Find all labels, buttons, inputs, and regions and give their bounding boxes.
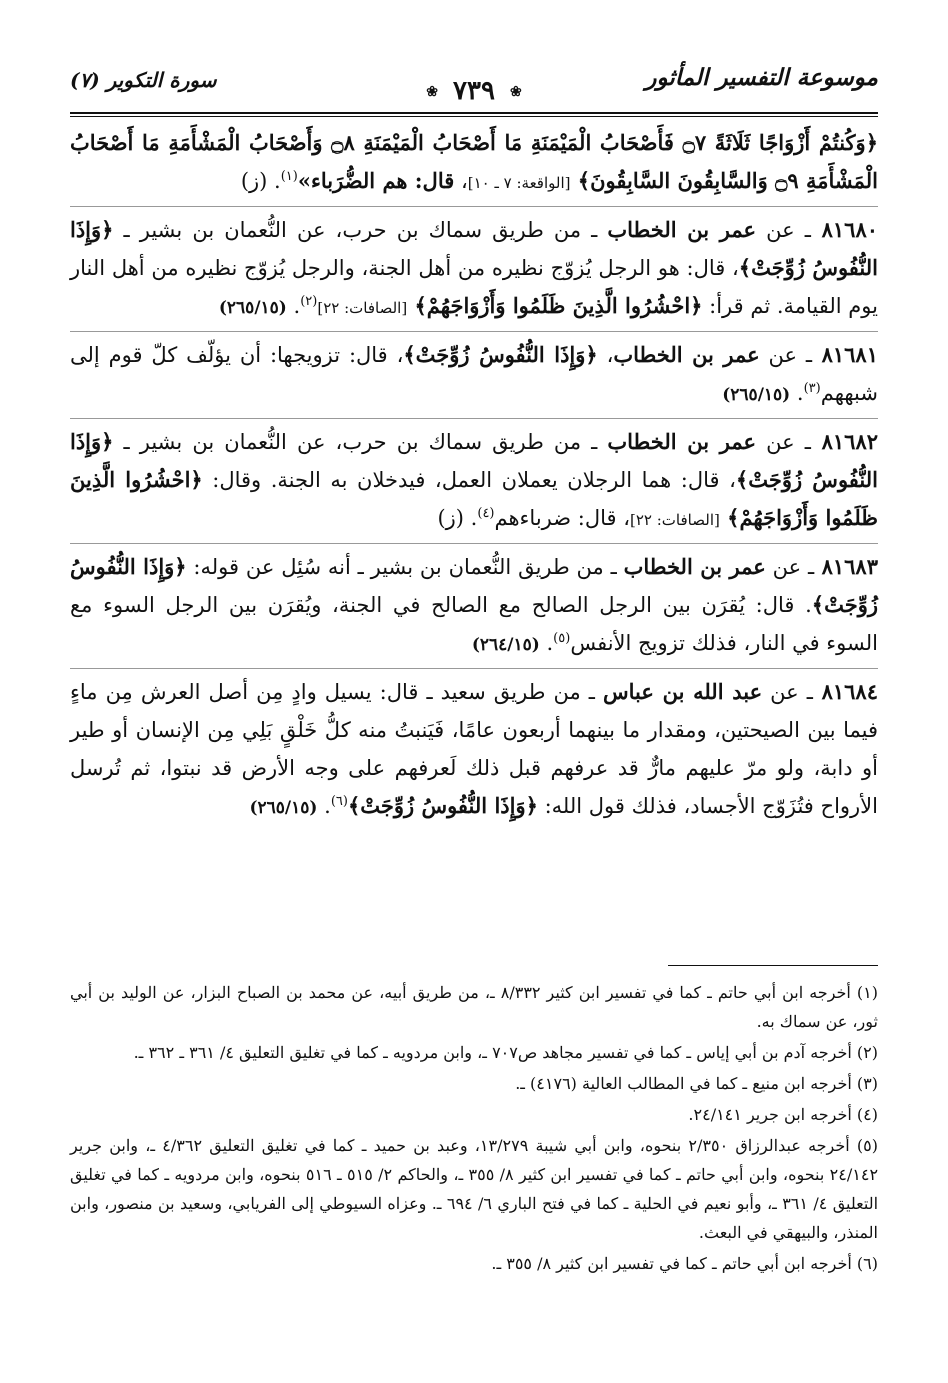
page-number-block bbox=[420, 76, 528, 106]
text-run: ـ من طريق سعيد ـ قال: يسيل وادٍ مِن أصل العرش مِن ماءٍ فيما بين الصيحتين، ومقدار ما بينهما أربعون عامًا، فَيَنبتُ منه كلُّ خَلْقٍ بَلِي مِن الإنسان أو طير أو دابة، ولو مرّ عليهم مارٌّ قد عرفهم قبل ذلك لَعرفهم على وجه الأرض قد نبتوا، ثم تُرسل الأرواح فتُزَوّج الأجساد، فذلك قول الله: bbox=[70, 680, 878, 818]
text-run: . bbox=[790, 381, 804, 405]
quran-verse: ﴿وَكُنتُمْ أَزْوَاجًا ثَلَاثَةً ۝٧ فَأَصْحَابُ الْمَيْمَنَةِ مَا أَصْحَابُ الْمَيْمَنَةِ ۝٨ وَأَصْحَابُ الْمَشْأَمَةِ مَا أَصْحَابُ الْمَشْأَمَةِ ۝٩ وَالسَّابِقُونَ السَّابِقُونَ﴾ bbox=[70, 130, 878, 193]
hadith-number: ٨١٦٨١ bbox=[812, 342, 878, 367]
verse-reference: [الصافات: ٢٢] bbox=[630, 511, 720, 529]
hadith-number: ٨١٦٨٣ bbox=[814, 554, 878, 579]
paragraph-divider bbox=[70, 331, 878, 332]
narrator-name: عمر بن الخطاب bbox=[623, 554, 766, 579]
page-number: ٧٣٩ bbox=[453, 76, 495, 106]
text-run: . قال: يُقرَن بين الرجل الصالح مع الصالح في الجنة، ويُقرَن بين الرجل السوء مع السوء في النار، فذلك تزويج الأنفس bbox=[70, 593, 878, 655]
hadith-number: ٨١٦٨٠ bbox=[810, 217, 879, 242]
verse-reference: [الواقعة: ٧ ـ ١٠] bbox=[467, 174, 571, 192]
paragraph-h81680 bbox=[70, 211, 878, 327]
volume-page-ref: (٢٦٤/١٥) bbox=[471, 635, 540, 655]
quran-verse: ﴿وَإِذَا النُّفُوسُ زُوِّجَتْ﴾ bbox=[347, 793, 538, 818]
text-run: . bbox=[286, 294, 301, 318]
text-run: ، قال: ضرباءهم bbox=[494, 506, 630, 530]
hadith-number: ٨١٦٨٢ bbox=[810, 429, 879, 454]
text-run: ـ عن bbox=[756, 218, 811, 242]
text-run: ـ من طريق النُّعمان بن بشير ـ أنه سُئِل عن قوله: bbox=[186, 555, 624, 579]
footnote-marker: (١) bbox=[280, 169, 298, 184]
footnote-marker: (٥) bbox=[553, 631, 571, 646]
volume-page-ref: (٢٦٥/١٥) bbox=[722, 385, 791, 405]
quran-verse: ﴿احْشُرُوا الَّذِينَ ظَلَمُوا وَأَزْوَاجَهُمْ﴾ bbox=[70, 467, 878, 530]
footnote: (٦) أخرجه ابن أبي حاتم ـ كما في تفسير ابن كثير ٨/ ٣٥٥ ـ. bbox=[491, 1254, 878, 1273]
text-run: . (ز) bbox=[437, 506, 478, 530]
text-run: ، bbox=[597, 343, 614, 367]
footnote-marker: (٤) bbox=[477, 506, 495, 521]
header-rule bbox=[70, 112, 878, 114]
paragraph-divider bbox=[70, 418, 878, 419]
paragraph-divider bbox=[70, 668, 878, 669]
text-run: ـ عن bbox=[756, 430, 811, 454]
narrator-name: قال: هم الضُّرَباء» bbox=[297, 168, 455, 193]
paragraph-h81683 bbox=[70, 548, 878, 664]
text-run: ، قال: هما الرجلان يعملان العمل، فيدخلان به الجنة. وقال: bbox=[202, 468, 736, 492]
footnote: (٣) أخرجه ابن منيع ـ كما في المطالب العالية (٤١٧٦) ـ. bbox=[515, 1074, 878, 1093]
text-run: ـ من طريق سماك بن حرب، عن النُّعمان بن بشير ـ bbox=[113, 218, 608, 242]
footnote-marker: (٦) bbox=[330, 794, 348, 809]
text-run: ـ عن bbox=[762, 680, 813, 704]
quran-verse: ﴿احْشُرُوا الَّذِينَ ظَلَمُوا وَأَزْوَاجَهُمْ﴾ bbox=[407, 293, 703, 318]
quran-verse: ﴿وَإِذَا النُّفُوسُ زُوِّجَتْ﴾ bbox=[70, 217, 878, 280]
text-run: . bbox=[317, 794, 331, 818]
text-run: ـ من طريق سماك بن حرب، عن النُّعمان بن بشير ـ bbox=[113, 430, 608, 454]
main-text bbox=[70, 124, 878, 827]
quran-verse: ﴿وَإِذَا النُّفُوسُ زُوِّجَتْ﴾ bbox=[403, 342, 598, 367]
paragraph-h81682 bbox=[70, 423, 878, 539]
narrator-name: عمر بن الخطاب bbox=[607, 429, 757, 454]
footnote: (٢) أخرجه آدم بن أبي إياس ـ كما في تفسير مجاهد ص٧٠٧ ـ، وابن مردويه ـ كما في تغليق التعليق ٤/ ٣٦١ ـ ٣٦٢ ـ. bbox=[133, 1043, 878, 1062]
text-run: ، قال: هو الرجل يُزوّج نظيره من أهل الجنة، والرجل يُزوّج نظيره من أهل النار يوم القيامة. ثم قرأ: bbox=[70, 256, 878, 318]
surah-title: سورة التكوير (٧) bbox=[70, 68, 217, 92]
text-run: . (ز) bbox=[240, 169, 281, 193]
quran-verse: ﴿وَإِذَا النُّفُوسُ زُوِّجَتْ﴾ bbox=[70, 429, 878, 492]
footnotes bbox=[70, 978, 878, 1280]
footnote: (٤) أخرجه ابن جرير ٢٤/١٤١. bbox=[688, 1105, 878, 1124]
paragraph-h81681 bbox=[70, 336, 878, 414]
footnote-separator bbox=[668, 965, 878, 966]
paragraph-h81684 bbox=[70, 673, 878, 827]
narrator-name: عمر بن الخطاب bbox=[613, 342, 760, 367]
book-title: موسوعة التفسير المأثور bbox=[645, 64, 878, 91]
footnote: (٥) أخرجه عبدالرزاق ٢/٣٥٠ بنحوه، وابن أبي شيبة ١٣/٢٧٩، وعبد بن حميد ـ كما في تغليق التعليق ٤/٣٦٢ ـ، وابن جرير ٢٤/١٤٢ بنحوه، وابن أبي حاتم ـ كما في تفسير ابن كثير ٨/ ٣٥٥ ـ، والحاكم ٢/ ٥١٥ ـ ٥١٦ بنحوه، وابن مردويه ـ كما في تغليق التعليق ٤/ ٣٦١ ـ، وأبو نعيم في الحلية ـ كما في فتح الباري ٦/ ٦٩٤ ـ. وعزاه السيوطي إلى الفريابي، وسعيد بن منصور، وابن المنذر، والبيهقي في البعث. bbox=[70, 1136, 879, 1242]
verse-reference: [الصافات: ٢٢] bbox=[317, 299, 408, 317]
hadith-number: ٨١٦٨٤ bbox=[812, 679, 878, 704]
footnote: (١) أخرجه ابن أبي حاتم ـ كما في تفسير ابن كثير ٨/٣٣٢ ـ، من طريق أبيه، عن محمد بن الصباح البزار، عن الوليد بن أبي ثور، عن سماك به. bbox=[70, 983, 878, 1031]
text-run: ، bbox=[454, 169, 468, 193]
header-rule-thin bbox=[70, 116, 878, 117]
quran-verse: ﴿وَإِذَا النُّفُوسُ زُوِّجَتْ﴾ bbox=[70, 554, 878, 617]
volume-page-ref: (٢٦٥/١٥) bbox=[249, 798, 318, 818]
paragraph-divider bbox=[70, 206, 878, 207]
ornament-icon: ❀ bbox=[510, 84, 522, 100]
ornament-icon: ❀ bbox=[426, 84, 438, 100]
text-run: ، قال: تزويجها: أن يؤلّف كلّ قوم إلى شبههم bbox=[70, 343, 878, 405]
text-run: . bbox=[539, 631, 554, 655]
footnote-marker: (٣) bbox=[803, 381, 821, 396]
text-run: ـ عن bbox=[759, 343, 813, 367]
text-run: ـ عن bbox=[765, 555, 815, 579]
volume-page-ref: (٢٦٥/١٥) bbox=[218, 298, 287, 318]
narrator-name: عبد الله بن عباس bbox=[603, 679, 763, 704]
page-header bbox=[70, 58, 878, 106]
paragraph-divider bbox=[70, 543, 878, 544]
narrator-name: عمر بن الخطاب bbox=[607, 217, 757, 242]
paragraph-intro bbox=[70, 124, 878, 202]
footnote-marker: (٢) bbox=[300, 294, 318, 309]
